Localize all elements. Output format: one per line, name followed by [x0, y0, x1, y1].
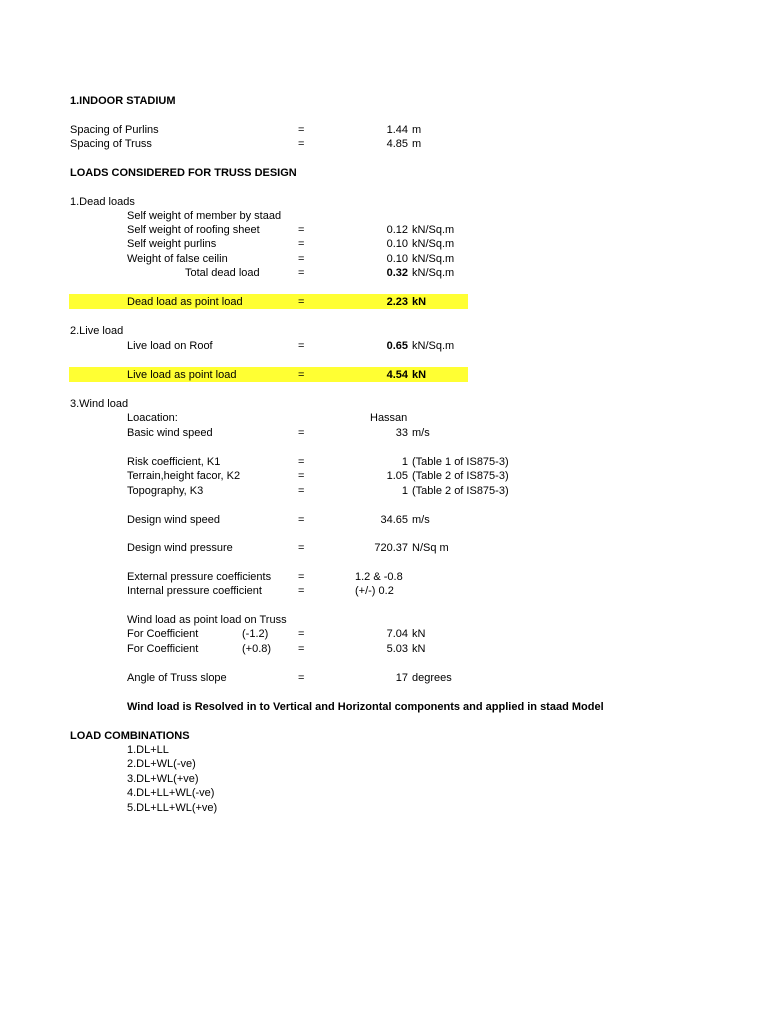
false-ceiling-unit: kN/Sq.m — [412, 253, 455, 265]
equals-sign: = — [298, 470, 305, 482]
basic-wind-speed-unit: m/s — [412, 427, 430, 439]
k1-row — [0, 455, 768, 470]
k2-reference: (Table 2 of IS875-3) — [412, 470, 509, 482]
wind-point-load-heading: Wind load as point load on Truss — [127, 614, 287, 626]
roofing-sheet-label: Self weight of roofing sheet — [127, 224, 260, 236]
basic-wind-speed-row — [0, 426, 768, 441]
live-point-load-row — [0, 368, 768, 383]
internal-pressure-value: (+/-) 0.2 — [355, 585, 394, 597]
equals-sign: = — [298, 253, 305, 265]
location-value: Hassan — [370, 412, 408, 424]
external-pressure-label: External pressure coefficients — [127, 571, 272, 583]
truss-angle-label: Angle of Truss slope — [127, 672, 227, 684]
external-pressure-row — [0, 570, 768, 585]
equals-sign: = — [298, 643, 305, 655]
design-wind-pressure-row — [0, 541, 768, 556]
location-label: Loacation: — [127, 412, 178, 424]
combination-label: 2.DL+WL(-ve) — [127, 758, 196, 770]
false-ceiling-label: Weight of false ceilin — [127, 253, 228, 265]
wind-point-load-heading-row — [0, 613, 768, 628]
live-load-roof-row — [0, 339, 768, 354]
coefficient-pos-unit: kN — [412, 643, 426, 655]
dead-point-load-row — [0, 295, 768, 310]
total-dead-load-row — [0, 266, 768, 281]
combinations-heading-row — [0, 729, 768, 744]
equals-sign: = — [298, 124, 305, 136]
k1-reference: (Table 1 of IS875-3) — [412, 456, 509, 468]
live-load-roof-value: 0.65 — [386, 340, 408, 352]
location-row — [0, 411, 768, 426]
purlin-weight-label: Self weight purlins — [127, 238, 217, 250]
combination-item — [0, 772, 768, 787]
coefficient-pos-sub: (+0.8) — [242, 643, 272, 655]
wind-note: Wind load is Resolved in to Vertical and Horizontal components and applied in staad Model — [127, 701, 604, 713]
design-wind-pressure-unit: N/Sq m — [412, 542, 449, 554]
total-dead-load-value: 0.32 — [386, 267, 408, 279]
combination-item — [0, 786, 768, 801]
coefficient-pos-value: 5.03 — [386, 643, 408, 655]
design-wind-speed-unit: m/s — [412, 514, 430, 526]
live-point-load-unit: kN — [412, 369, 427, 381]
truss-spacing-value: 4.85 — [386, 138, 408, 150]
live-load-roof-label: Live load on Roof — [127, 340, 213, 352]
false-ceiling-row — [0, 252, 768, 267]
equals-sign: = — [298, 571, 305, 583]
equals-sign: = — [298, 672, 305, 684]
dead-point-load-unit: kN — [412, 296, 427, 308]
basic-wind-speed-label: Basic wind speed — [127, 427, 213, 439]
dead-point-load-label: Dead load as point load — [127, 296, 243, 308]
live-load-heading-row — [0, 324, 768, 339]
section-heading-row — [0, 94, 768, 109]
k3-value: 1 — [401, 485, 408, 497]
member-self-weight-label: Self weight of member by staad — [127, 210, 282, 222]
coefficient-pos-row — [0, 642, 768, 657]
purlin-spacing-row — [0, 123, 768, 138]
section-heading: 1.INDOOR STADIUM — [70, 95, 176, 107]
truss-spacing-row — [0, 137, 768, 152]
k3-row — [0, 484, 768, 499]
combination-item — [0, 757, 768, 772]
k3-label: Topography, K3 — [127, 485, 204, 497]
truss-angle-row — [0, 671, 768, 686]
dead-point-load-value: 2.23 — [386, 296, 408, 308]
coefficient-neg-label: For Coefficient — [127, 628, 199, 640]
loads-heading-row — [0, 166, 768, 181]
equals-sign: = — [298, 238, 305, 250]
basic-wind-speed-value: 33 — [395, 427, 408, 439]
live-point-load-value: 4.54 — [386, 369, 408, 381]
purlin-weight-value: 0.10 — [386, 238, 408, 250]
design-wind-speed-value: 34.65 — [380, 514, 408, 526]
member-self-weight-row — [0, 209, 768, 224]
combination-item — [0, 801, 768, 816]
equals-sign: = — [298, 514, 305, 526]
equals-sign: = — [298, 628, 305, 640]
k2-row — [0, 469, 768, 484]
k2-label: Terrain,height facor, K2 — [127, 470, 241, 482]
coefficient-neg-unit: kN — [412, 628, 426, 640]
equals-sign: = — [298, 224, 305, 236]
equals-sign: = — [298, 138, 305, 150]
combination-label: 5.DL+LL+WL(+ve) — [127, 802, 218, 814]
roofing-sheet-unit: kN/Sq.m — [412, 224, 455, 236]
equals-sign: = — [298, 340, 305, 352]
dead-loads-heading-row — [0, 195, 768, 210]
live-load-heading: 2.Live load — [70, 325, 124, 337]
coefficient-neg-sub: (-1.2) — [242, 628, 269, 640]
purlin-spacing-label: Spacing of Purlins — [70, 124, 159, 136]
equals-sign: = — [298, 267, 305, 279]
wind-load-heading-row — [0, 397, 768, 412]
equals-sign: = — [298, 369, 305, 381]
purlin-spacing-unit: m — [412, 124, 422, 136]
coefficient-neg-row — [0, 627, 768, 642]
purlin-spacing-value: 1.44 — [386, 124, 408, 136]
loads-heading: LOADS CONSIDERED FOR TRUSS DESIGN — [70, 167, 297, 179]
roofing-sheet-row — [0, 223, 768, 238]
equals-sign: = — [298, 485, 305, 497]
truss-spacing-unit: m — [412, 138, 422, 150]
dead-loads-heading: 1.Dead loads — [70, 196, 135, 208]
design-wind-pressure-value: 720.37 — [374, 542, 408, 554]
truss-angle-unit: degrees — [412, 672, 452, 684]
roofing-sheet-value: 0.12 — [386, 224, 408, 236]
k3-reference: (Table 2 of IS875-3) — [412, 485, 509, 497]
total-dead-load-label: Total dead load — [185, 267, 260, 279]
design-wind-pressure-label: Design wind pressure — [127, 542, 233, 554]
purlin-weight-unit: kN/Sq.m — [412, 238, 455, 250]
total-dead-load-unit: kN/Sq.m — [412, 267, 455, 279]
k1-value: 1 — [401, 456, 408, 468]
design-wind-speed-label: Design wind speed — [127, 514, 220, 526]
internal-pressure-row — [0, 584, 768, 599]
external-pressure-value: 1.2 & -0.8 — [355, 571, 403, 583]
live-load-roof-unit: kN/Sq.m — [412, 340, 455, 352]
wind-load-heading: 3.Wind load — [70, 398, 129, 410]
design-wind-speed-row — [0, 513, 768, 528]
equals-sign: = — [298, 542, 305, 554]
truss-spacing-label: Spacing of Truss — [70, 138, 152, 150]
equals-sign: = — [298, 456, 305, 468]
false-ceiling-value: 0.10 — [386, 253, 408, 265]
k2-value: 1.05 — [386, 470, 408, 482]
internal-pressure-label: Internal pressure coefficient — [127, 585, 262, 597]
combination-label: 4.DL+LL+WL(-ve) — [127, 787, 215, 799]
combinations-heading: LOAD COMBINATIONS — [70, 730, 190, 742]
combination-label: 1.DL+LL — [127, 744, 169, 756]
coefficient-pos-label: For Coefficient — [127, 643, 199, 655]
k1-label: Risk coefficient, K1 — [127, 456, 221, 468]
truss-angle-value: 17 — [395, 672, 408, 684]
wind-note-row — [0, 700, 768, 715]
equals-sign: = — [298, 427, 305, 439]
equals-sign: = — [298, 296, 305, 308]
combination-item — [0, 743, 768, 758]
combination-label: 3.DL+WL(+ve) — [127, 773, 199, 785]
purlin-weight-row — [0, 237, 768, 252]
live-point-load-label: Live load as point load — [127, 369, 237, 381]
coefficient-neg-value: 7.04 — [386, 628, 408, 640]
equals-sign: = — [298, 585, 305, 597]
